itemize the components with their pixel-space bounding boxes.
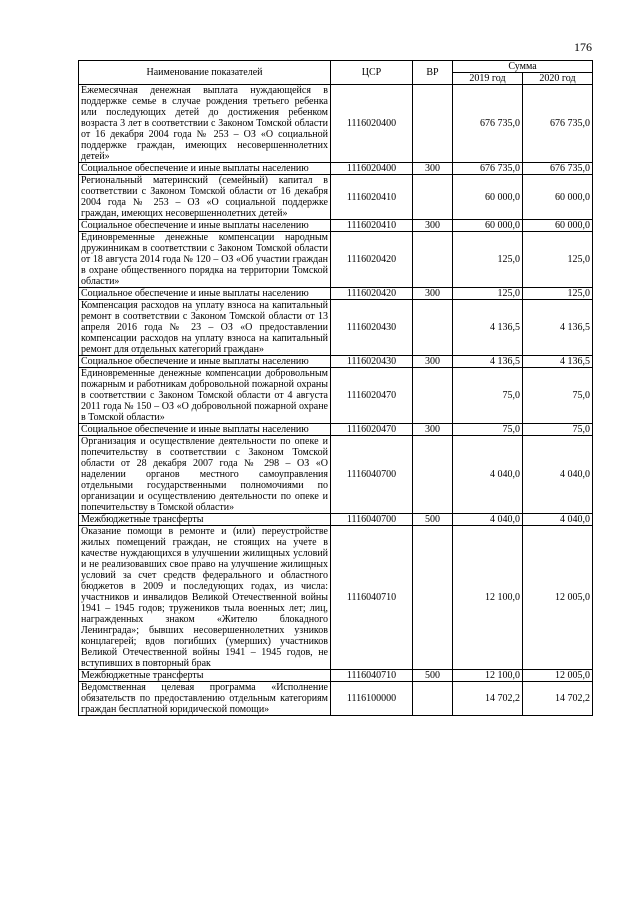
row-name-cell: Единовременные денежные компенсации добровольным пожарным и работникам добровольной пожарной охраны в соответствии с Законом Томской области от 4 августа 2011 года № 150 – ОЗ «О добровольной пожарной охране в Томской области» <box>79 368 331 424</box>
table-body <box>79 85 593 716</box>
header-name: Наименование показателей <box>79 61 331 85</box>
table-row <box>79 300 593 356</box>
row-2019-cell: 4 136,5 <box>453 300 523 356</box>
row-name-cell: Социальное обеспечение и иные выплаты населению <box>79 220 331 232</box>
table-row <box>79 232 593 288</box>
row-name-cell: Единовременные денежные компенсации народным дружинникам в соответствии с Законом Томской области от 18 августа 2014 года № 120 – ОЗ «Об участии граждан в охране общественного порядка на территории Томской области» <box>79 232 331 288</box>
row-2020-cell: 75,0 <box>523 424 593 436</box>
row-2019-cell: 60 000,0 <box>453 175 523 220</box>
table-row <box>79 85 593 163</box>
row-2019-cell: 4 040,0 <box>453 436 523 514</box>
row-name-cell: Социальное обеспечение и иные выплаты населению <box>79 356 331 368</box>
row-2020-cell: 60 000,0 <box>523 220 593 232</box>
row-csr-cell: 1116040710 <box>331 526 413 670</box>
row-name-cell: Региональный материнский (семейный) капитал в соответствии с Законом Томской области от 16 декабря 2004 года № 253 – ОЗ «О социальной поддержке граждан, имеющих несовершеннолетних детей» <box>79 175 331 220</box>
table-row <box>79 526 593 670</box>
header-year-2020: 2020 год <box>523 73 593 85</box>
row-csr-cell: 1116020470 <box>331 368 413 424</box>
row-2019-cell: 75,0 <box>453 368 523 424</box>
row-csr-cell: 1116020420 <box>331 288 413 300</box>
row-2019-cell: 4 040,0 <box>453 514 523 526</box>
row-2020-cell: 676 735,0 <box>523 85 593 163</box>
row-csr-cell: 1116020400 <box>331 85 413 163</box>
row-vr-cell: 300 <box>413 424 453 436</box>
row-vr-cell <box>413 436 453 514</box>
table-row <box>79 288 593 300</box>
header-sum: Сумма <box>453 61 593 73</box>
row-2020-cell: 14 702,2 <box>523 682 593 716</box>
table-row <box>79 436 593 514</box>
row-csr-cell: 1116020430 <box>331 300 413 356</box>
row-2020-cell: 60 000,0 <box>523 175 593 220</box>
row-name-cell: Ежемесячная денежная выплата нуждающейся в поддержке семье в случае рождения третьего ребенка или последующих детей до достижения ребенком возраста 3 лет в соответствии с Законом Томской области от 16 декабря 2004 года № 253 – ОЗ «О социальной поддержке граждан, имеющих несовершеннолетних детей» <box>79 85 331 163</box>
row-name-cell: Межбюджетные трансферты <box>79 514 331 526</box>
header-year-2019: 2019 год <box>453 73 523 85</box>
table-row <box>79 368 593 424</box>
row-2020-cell: 676 735,0 <box>523 163 593 175</box>
header-vr: ВР <box>413 61 453 85</box>
row-2020-cell: 125,0 <box>523 232 593 288</box>
table-row <box>79 670 593 682</box>
row-2019-cell: 75,0 <box>453 424 523 436</box>
row-2020-cell: 4 040,0 <box>523 436 593 514</box>
row-vr-cell <box>413 526 453 670</box>
row-csr-cell: 1116020420 <box>331 232 413 288</box>
row-name-cell: Межбюджетные трансферты <box>79 670 331 682</box>
row-2020-cell: 4 040,0 <box>523 514 593 526</box>
row-2020-cell: 4 136,5 <box>523 356 593 368</box>
row-name-cell: Ведомственная целевая программа «Исполнение обязательств по предоставлению отдельным категориям граждан бесплатной юридической помощи» <box>79 682 331 716</box>
table-row <box>79 356 593 368</box>
row-vr-cell: 500 <box>413 670 453 682</box>
table-row <box>79 175 593 220</box>
row-vr-cell <box>413 368 453 424</box>
row-name-cell: Социальное обеспечение и иные выплаты населению <box>79 288 331 300</box>
row-2020-cell: 75,0 <box>523 368 593 424</box>
table-row <box>79 424 593 436</box>
row-csr-cell: 1116100000 <box>331 682 413 716</box>
table-row <box>79 514 593 526</box>
row-csr-cell: 1116040710 <box>331 670 413 682</box>
row-csr-cell: 1116020470 <box>331 424 413 436</box>
row-vr-cell: 500 <box>413 514 453 526</box>
row-vr-cell <box>413 232 453 288</box>
row-vr-cell: 300 <box>413 163 453 175</box>
table-row <box>79 682 593 716</box>
row-name-cell: Организация и осуществление деятельности по опеке и попечительству в соответствии с Законом Томской области от 28 декабря 2007 года № 298 – ОЗ «О наделении органов местного самоуправления отдельными государственными полномочиями по организации и осуществлению деятельности по опеке и попечительству в Томской области» <box>79 436 331 514</box>
header-csr: ЦСР <box>331 61 413 85</box>
row-2019-cell: 12 100,0 <box>453 670 523 682</box>
row-vr-cell: 300 <box>413 288 453 300</box>
page-number: 176 <box>574 40 592 54</box>
row-2020-cell: 12 005,0 <box>523 670 593 682</box>
budget-table <box>78 60 593 716</box>
row-name-cell: Социальное обеспечение и иные выплаты населению <box>79 163 331 175</box>
row-2020-cell: 4 136,5 <box>523 300 593 356</box>
row-2020-cell: 12 005,0 <box>523 526 593 670</box>
table-header-row <box>79 61 593 73</box>
row-2019-cell: 60 000,0 <box>453 220 523 232</box>
row-2019-cell: 14 702,2 <box>453 682 523 716</box>
row-vr-cell: 300 <box>413 356 453 368</box>
row-vr-cell <box>413 175 453 220</box>
row-vr-cell <box>413 85 453 163</box>
row-csr-cell: 1116020430 <box>331 356 413 368</box>
row-csr-cell: 1116040700 <box>331 514 413 526</box>
row-vr-cell <box>413 682 453 716</box>
table-row <box>79 163 593 175</box>
row-2019-cell: 125,0 <box>453 232 523 288</box>
row-2019-cell: 125,0 <box>453 288 523 300</box>
row-csr-cell: 1116020410 <box>331 175 413 220</box>
row-name-cell: Оказание помощи в ремонте и (или) переустройстве жилых помещений граждан, не стоящих на учете в качестве нуждающихся в улучшении жилищных условий и не реализовавших свое право на улучшение жилищных условий за счет средств федерального и областного бюджетов в 2009 и последующих годах, из числа: участников и инвалидов Великой Отечественной войны 1941 – 1945 годов; тружеников тыла военных лет; лиц, награжденных знаком «Жителю блокадного Ленинграда»; бывших несовершеннолетних узников концлагерей; вдов погибших (умерших) участников Великой Отечественной войны 1941 – 1945 годов, не вступивших в повторный брак <box>79 526 331 670</box>
row-csr-cell: 1116020400 <box>331 163 413 175</box>
table-row <box>79 220 593 232</box>
row-csr-cell: 1116020410 <box>331 220 413 232</box>
row-2020-cell: 125,0 <box>523 288 593 300</box>
row-csr-cell: 1116040700 <box>331 436 413 514</box>
row-vr-cell: 300 <box>413 220 453 232</box>
row-2019-cell: 676 735,0 <box>453 85 523 163</box>
row-name-cell: Компенсация расходов на уплату взноса на капитальный ремонт в соответствии с Законом Томской области от 13 апреля 2016 года № 23 – ОЗ «О предоставлении компенсации расходов на уплату взноса на капитальный ремонт для отдельных категорий граждан» <box>79 300 331 356</box>
row-2019-cell: 12 100,0 <box>453 526 523 670</box>
row-vr-cell <box>413 300 453 356</box>
row-2019-cell: 4 136,5 <box>453 356 523 368</box>
row-name-cell: Социальное обеспечение и иные выплаты населению <box>79 424 331 436</box>
row-2019-cell: 676 735,0 <box>453 163 523 175</box>
